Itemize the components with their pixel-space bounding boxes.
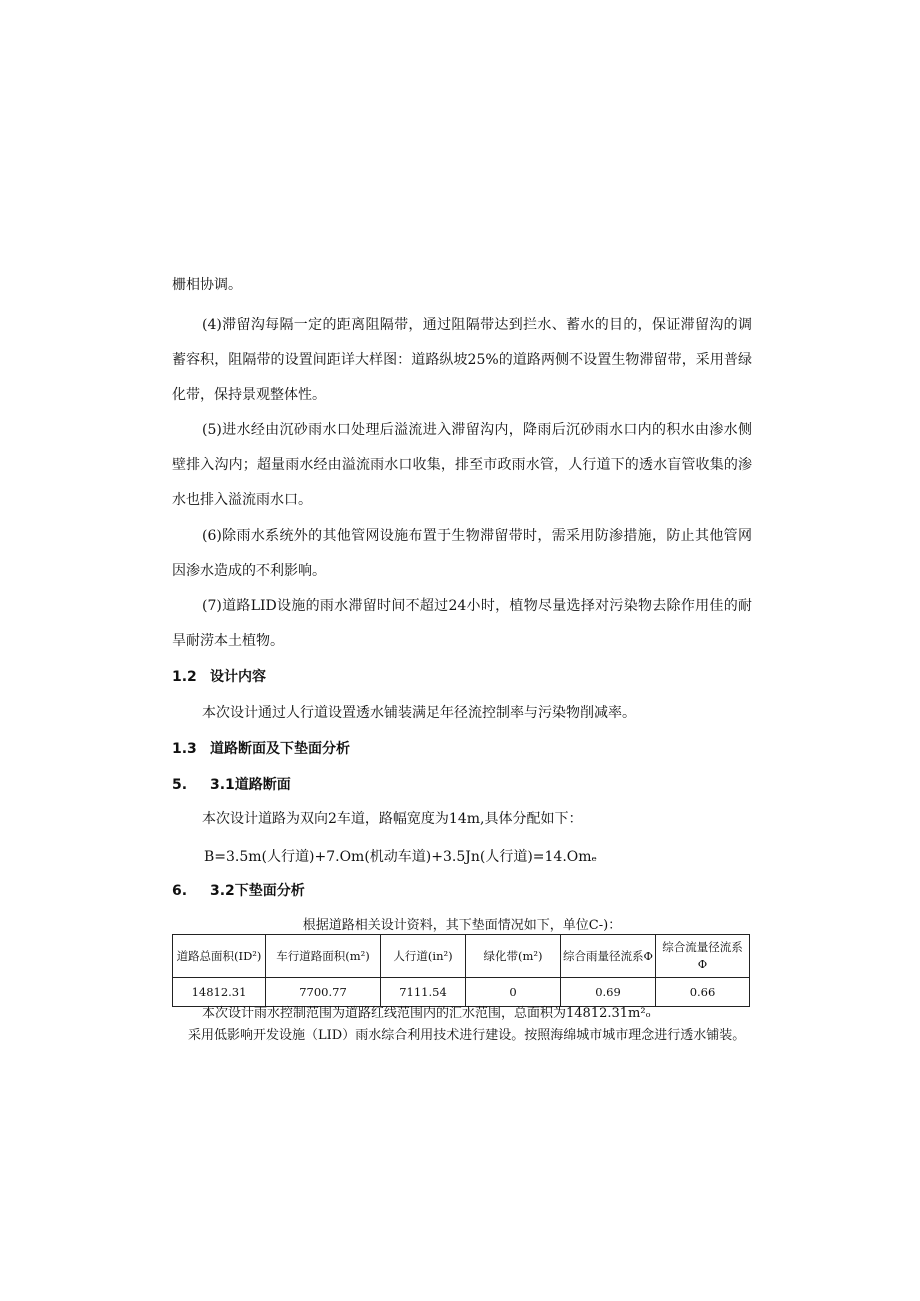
paragraph-item-7: (7)道路LID设施的雨水滞留时间不超过24小时，植物尽量选择对污染物去除作用佳的耐旱耐涝本土植物。 — [172, 598, 752, 649]
heading-title: 设计内容 — [210, 669, 266, 685]
table-cell: 7700.77 — [266, 978, 381, 1007]
table-header-cell: 人行道(in²) — [381, 935, 466, 978]
table-header-cell: 绿化带(m²) — [466, 935, 561, 978]
heading-title: 3.1道路断面 — [210, 777, 291, 793]
paragraph-control-range: 本次设计雨水控制范围为道路红线范围内的汇水范围，总面积为14812.31m²ₒ — [202, 1006, 651, 1021]
heading-title: 道路断面及下垫面分析 — [210, 741, 350, 757]
paragraph-item-4: (4)滞留沟每隔一定的距离阻隔带，通过阻隔带达到拦水、蓄水的目的，保证滞留沟的调蓄容积，阻隔带的设置间距详大样图：道路纵坡25%的道路两侧不设置生物滞留带，采用普绿化带，保持景观整体性。 — [172, 317, 752, 403]
table-cell: 7111.54 — [381, 978, 466, 1007]
table-caption: 根据道路相关设计资料，其下垫面情况如下，单位C-)： — [302, 918, 622, 933]
table-cell: 0 — [466, 978, 561, 1007]
heading-number: 5. — [172, 777, 188, 793]
heading-title: 3.2下垫面分析 — [210, 883, 305, 899]
table-cell: 14812.31 — [173, 978, 266, 1007]
heading-3-2 — [172, 880, 305, 900]
paragraph-lid: 采用低影响开发设施（LID）雨水综合利用技术进行建设。按照海绵城市城市理念进行透水铺装。 — [188, 1028, 746, 1043]
table-header-cell: 车行道路面积(m²) — [266, 935, 381, 978]
heading-1-3 — [172, 738, 350, 758]
heading-number: 1.3 — [172, 741, 197, 757]
table-header-cell: 综合流量径流系Φ — [656, 935, 750, 978]
table-header-row — [173, 935, 750, 978]
paragraph-item-5: (5)进水经由沉砂雨水口处理后溢流进入滞留沟内，降雨后沉砂雨水口内的积水由渗水侧壁排入沟内；超量雨水经由溢流雨水口收集，排至市政雨水管，人行道下的透水盲管收集的渗水也排入溢流雨水口。 — [172, 422, 752, 508]
width-formula: B=3.5m(人行道)+7.Om(机动车道)+3.5Jn(人行道)=14.Omₑ — [204, 849, 597, 865]
table-header-cell: 道路总面积(ID²) — [173, 935, 266, 978]
heading-number: 6. — [172, 883, 188, 899]
table-cell: 0.66 — [656, 978, 750, 1007]
heading-1-2 — [172, 666, 266, 686]
paragraph-continuation: 栅相协调。 — [172, 277, 242, 293]
paragraph-road-section: 本次设计道路为双向2车道，路幅宽度为14m,具体分配如下： — [202, 811, 583, 827]
paragraph-item-6: (6)除雨水系统外的其他管网设施布置于生物滞留带时，需采用防渗措施，防止其他管网因渗水造成的不利影响。 — [172, 528, 752, 579]
surface-table — [172, 934, 750, 1007]
table-header-cell: 综合雨量径流系Φ — [561, 935, 656, 978]
paragraph-design-content: 本次设计通过人行道设置透水铺装满足年径流控制率与污染物削减率。 — [202, 705, 636, 721]
heading-3-1 — [172, 774, 291, 794]
table-cell: 0.69 — [561, 978, 656, 1007]
heading-number: 1.2 — [172, 669, 197, 685]
